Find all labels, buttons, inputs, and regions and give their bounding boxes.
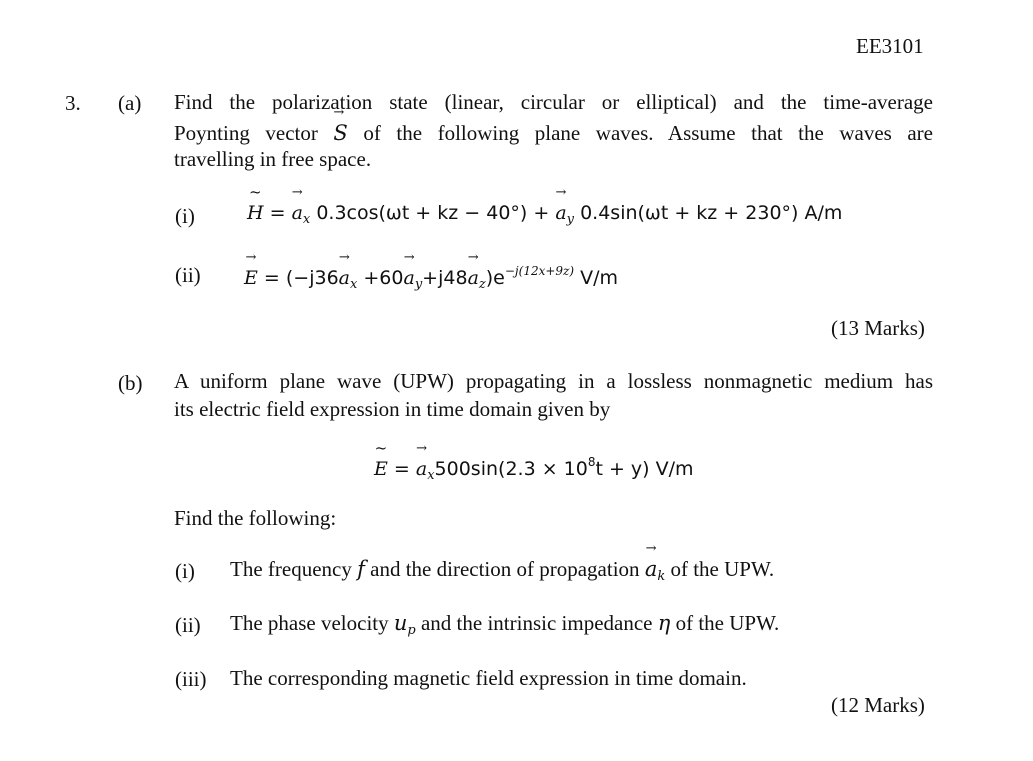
course-code: EE3101	[856, 34, 924, 58]
part-b-item-3-label: (iii)	[175, 667, 207, 691]
poynting-vector-symbol: S →	[333, 120, 347, 146]
part-b-item-1-text: The frequency f and the direction of propagation $a \to_k$ of the UPW.	[230, 556, 774, 590]
part-a-line-2: Poynting vector S → of the following plane waves. Assume that the waves are	[174, 120, 933, 146]
part-b-marks: (12 Marks)	[831, 693, 925, 717]
part-b-line-2: its electric field expression in time domain given by	[174, 397, 611, 421]
part-b-item-2-label: (ii)	[175, 613, 201, 637]
equation-e-field-time-domain: E ~ = $a \to_x500\sin(2.3 \times 10^8t + y)$ V/m	[374, 449, 694, 489]
question-number: 3.	[65, 91, 81, 115]
part-b-item-1-label: (i)	[175, 559, 195, 583]
part-a-label: (a)	[118, 91, 142, 115]
part-a-line-1: Find the polarization state (linear, circular or elliptical) and the time-average	[174, 90, 933, 114]
part-b-item-2-text: The phase velocity $u_p$ and the intrinsic impedance η of the UPW.	[230, 611, 780, 638]
part-a-item-1-label: (i)	[175, 204, 195, 228]
equation-e-field-phasor: E → = $(-j36a \to_x +60a \to_y+j48a \to_z)e^{-j(12x+9z)}$ V/m	[244, 258, 618, 298]
part-b-item-3-text: The corresponding magnetic field expression in time domain.	[230, 666, 747, 690]
part-a-item-2-label: (ii)	[175, 263, 201, 287]
part-b-label: (b)	[118, 371, 143, 395]
part-a-line-3: travelling in free space.	[174, 147, 372, 171]
equation-h-field: H ~ = $a \to_x$ 0.3cos(ωt + kz − $40^\circ) + a \to_y$ 0.4sin(ωt + kz + 230°) A/m	[247, 200, 842, 233]
find-following: Find the following:	[174, 506, 337, 530]
part-a-marks: (13 Marks)	[831, 316, 925, 340]
part-b-line-1: A uniform plane wave (UPW) propagating in a lossless nonmagnetic medium has	[174, 369, 933, 393]
